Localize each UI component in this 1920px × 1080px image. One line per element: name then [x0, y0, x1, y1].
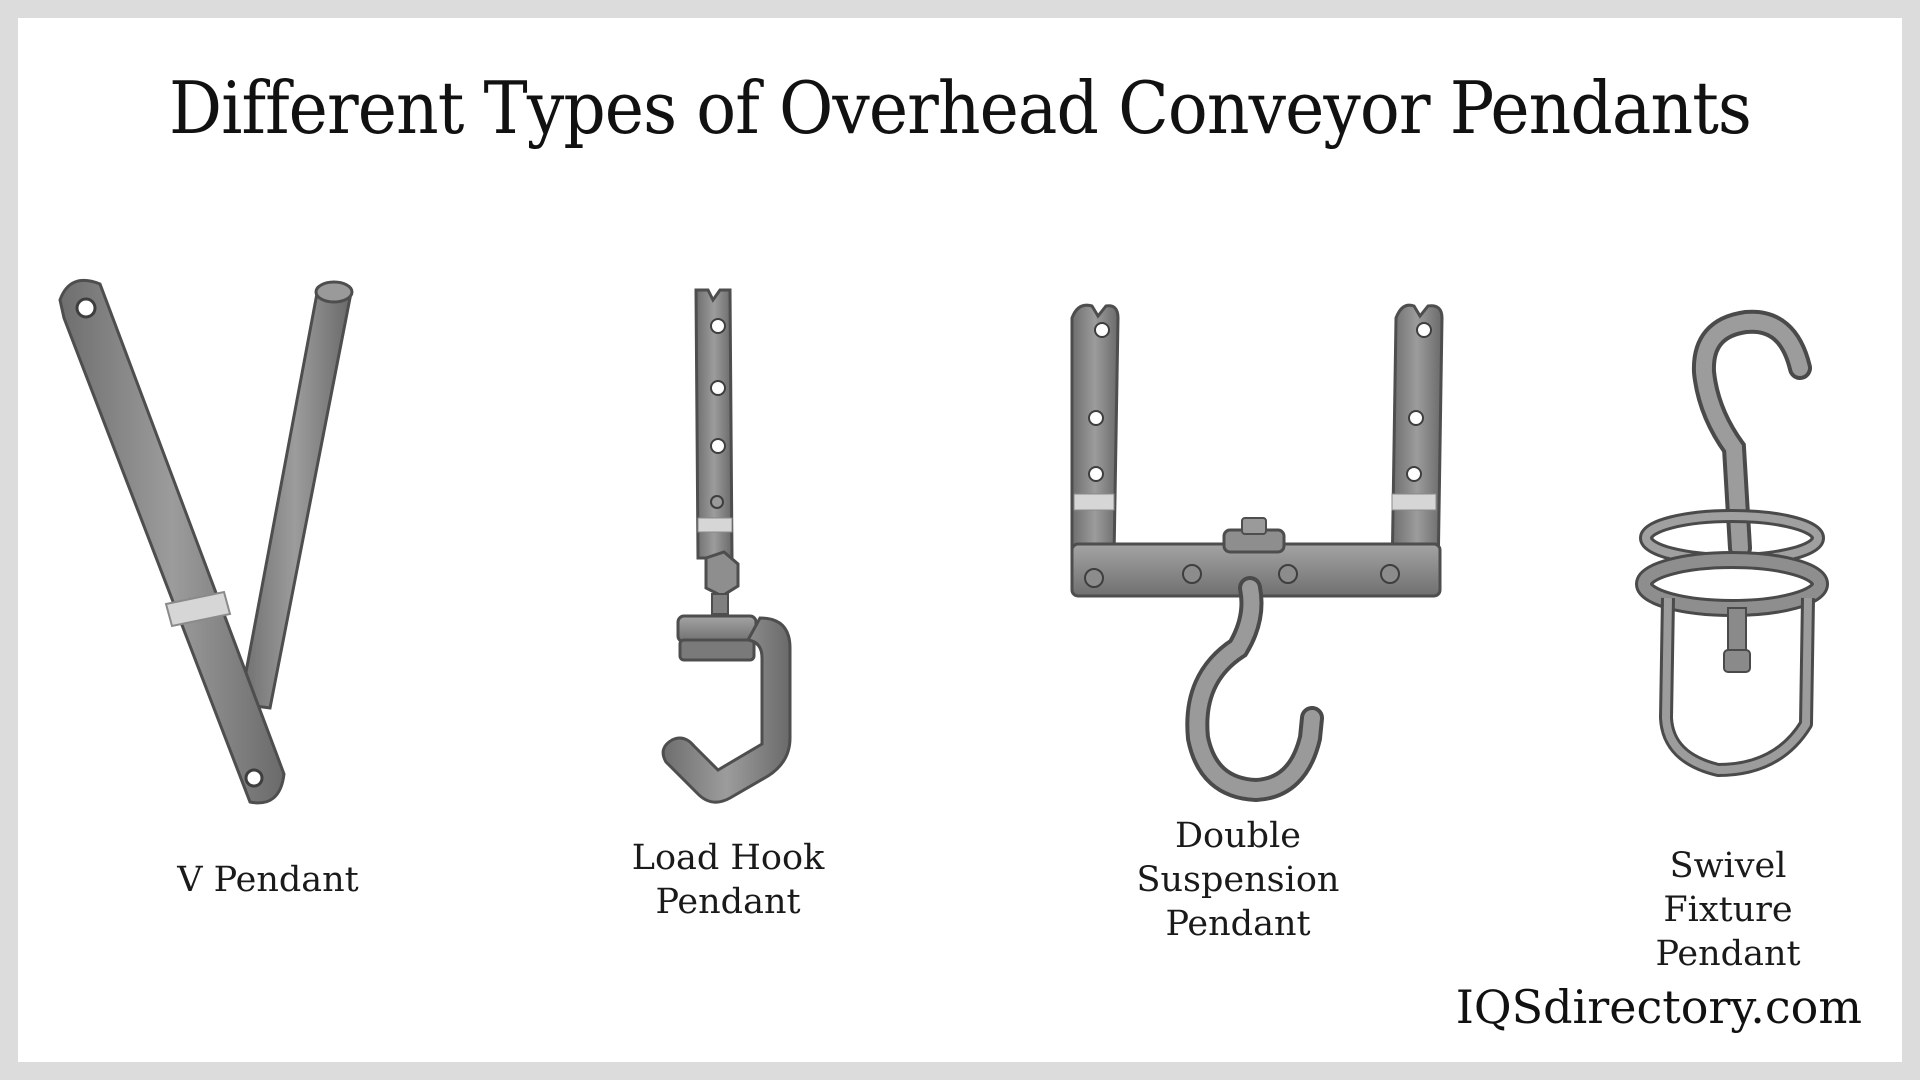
load-hook-pendant-label: Load Hook Pendant — [631, 838, 825, 922]
v-pendant-label: V Pendant — [177, 860, 359, 900]
double-suspension-pendant-icon — [1072, 305, 1442, 790]
brand-logo-text: IQSdirectory.com — [1455, 980, 1862, 1034]
diagram-canvas — [18, 18, 1902, 1062]
double-suspension-pendant-label: Double Suspension Pendant — [1136, 816, 1340, 944]
swivel-fixture-pendant-label: Swivel Fixture Pendant — [1655, 846, 1801, 974]
load-hook-pendant-icon — [663, 290, 790, 802]
diagram-title: Different Types of Overhead Conveyor Pendants — [169, 66, 1751, 150]
swivel-fixture-pendant-icon — [1644, 322, 1820, 770]
v-pendant-icon — [60, 280, 352, 803]
